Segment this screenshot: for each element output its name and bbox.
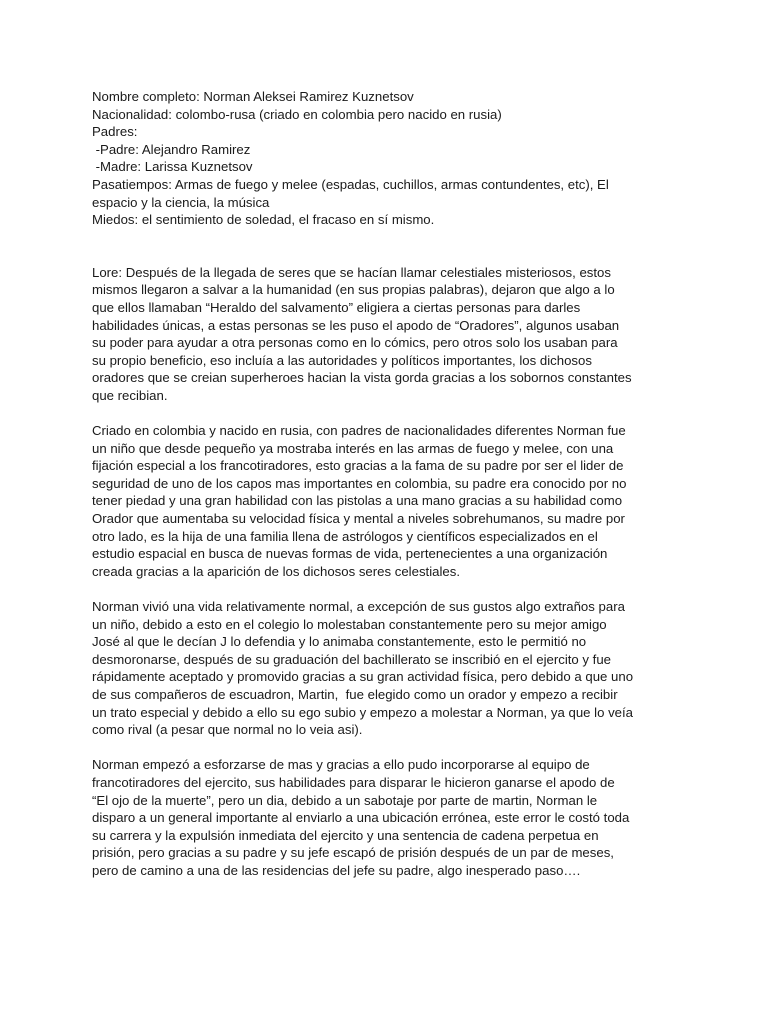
info-mother: -Madre: Larissa Kuznetsov <box>92 159 253 175</box>
paragraph-childhood <box>92 422 692 580</box>
paragraph-line: rápidamente aceptado y promovido gracias a su gran actividad física, pero debido a que uno <box>92 669 634 685</box>
paragraph-line: su carrera y la expulsión inmediata del ejercito y una sentencia de cadena perpetua en <box>92 827 599 843</box>
paragraph-line: “El ojo de la muerte”, pero un dia, debido a un sabotaje por parte de martin, Norman le <box>92 792 598 808</box>
info-nationality: Nacionalidad: colombo-rusa (criado en colombia pero nacido en rusia) <box>92 106 502 122</box>
info-name: Nombre completo: Norman Aleksei Ramirez Kuznetsov <box>92 89 414 104</box>
paragraph-line: un trato especial y debido a ello su ego subio y empezo a molestar a Norman, ya que lo veía <box>92 704 634 720</box>
character-info <box>92 88 692 229</box>
paragraph-army <box>92 756 692 879</box>
info-hobbies: Pasatiempos: Armas de fuego y melee (espadas, cuchillos, armas contundentes, etc), El <box>92 176 609 192</box>
paragraph-line: que recibian. <box>92 387 168 403</box>
info-father: -Padre: Alejandro Ramirez <box>92 141 251 157</box>
paragraph-line: fijación especial a los francotiradores, esto gracias a la fama de su padre por ser el lider de <box>92 458 624 474</box>
paragraph-line: que ellos llamaban “Heraldo del salvamento” eligiera a ciertas personas para darles <box>92 299 581 315</box>
paragraph-line: José al que le decían J lo defendia y lo animaba constantemente, esto le permitió no <box>92 634 587 650</box>
paragraph-line: habilidades únicas, a estas personas se les puso el apodo de “Oradores”, algunos usaban <box>92 317 620 333</box>
info-fears: Miedos: el sentimiento de soledad, el fracaso en sí mismo. <box>92 212 435 228</box>
paragraph-line: disparo a un general importante al enviarlo a una ubicación errónea, este error le costó toda <box>92 810 630 826</box>
paragraph-line: Norman empezó a esforzarse de mas y gracias a ello pudo incorporarse al equipo de <box>92 757 590 773</box>
paragraph-line: estudio espacial en busca de nuevas formas de vida, pertenecientes a una organización <box>92 546 608 562</box>
paragraph-line: tener piedad y una gran habilidad con las pistolas a una mano gracias a su habilidad como <box>92 493 623 509</box>
paragraph-line: otro lado, es la hija de una familia llena de astrólogos y científicos especializados en el <box>92 528 598 544</box>
paragraph-line: de sus compañeros de escuadron, Martin, fue elegido como un orador y empezo a recibir <box>92 687 618 702</box>
paragraph-line: un niño que desde pequeño ya mostraba interés en las armas de fuego y melee, con una <box>92 440 614 456</box>
paragraph-line: su propio beneficio, eso incluía a las autoridades y políticos importantes, los dichosos <box>92 352 592 368</box>
paragraph-line: su poder para ayudar a otra personas como en lo cómics, pero otros solo los usaban para <box>92 335 618 351</box>
info-hobbies-cont: espacio y la ciencia, la música <box>92 194 270 210</box>
paragraph-line: mismos llegaron a salvar a la humanidad (en sus propias palabras), dejaron que algo a lo <box>92 282 615 298</box>
paragraph-line: francotiradores del ejercito, sus habilidades para disparar le hicieron ganarse el apodo de <box>92 774 615 790</box>
paragraph-line: pero de camino a una de las residencias del jefe su padre, algo inesperado paso…. <box>92 862 581 878</box>
paragraph-line: creada gracias a la aparición de los dichosos seres celestiales. <box>92 563 460 579</box>
paragraph-line: desmoronarse, después de su graduación del bachillerato se inscribió en el ejercito y fue <box>92 651 612 667</box>
paragraph-line: Orador que aumentaba su velocidad física y mental a niveles sobrehumanos, su madre por <box>92 511 625 527</box>
paragraph-line: Norman vivió una vida relativamente normal, a excepción de sus gustos algo extraños para <box>92 599 625 615</box>
paragraph-youth <box>92 598 692 739</box>
paragraph-line: Lore: Después de la llegada de seres que se hacían llamar celestiales misteriosos, estos <box>92 264 611 280</box>
paragraph-line: como rival (a pesar que normal no lo veia asi). <box>92 722 363 738</box>
paragraph-line: prisión, pero gracias a su padre y su jefe escapó de prisión después de un par de meses, <box>92 845 614 861</box>
paragraph-line: oradores que se creian superheroes hacian la vista gorda gracias a los sobornos constantes <box>92 370 632 386</box>
info-parents-label: Padres: <box>92 124 138 140</box>
paragraph-line: seguridad de uno de los capos mas importantes en colombia, su padre era conocido por no <box>92 475 627 491</box>
paragraph-line: un niño, debido a esto en el colegio lo molestaban constantemente pero su mejor amigo <box>92 616 607 632</box>
paragraph-lore <box>92 264 692 405</box>
document-page <box>92 88 692 880</box>
paragraph-line: Criado en colombia y nacido en rusia, con padres de nacionalidades diferentes Norman fue <box>92 423 626 439</box>
